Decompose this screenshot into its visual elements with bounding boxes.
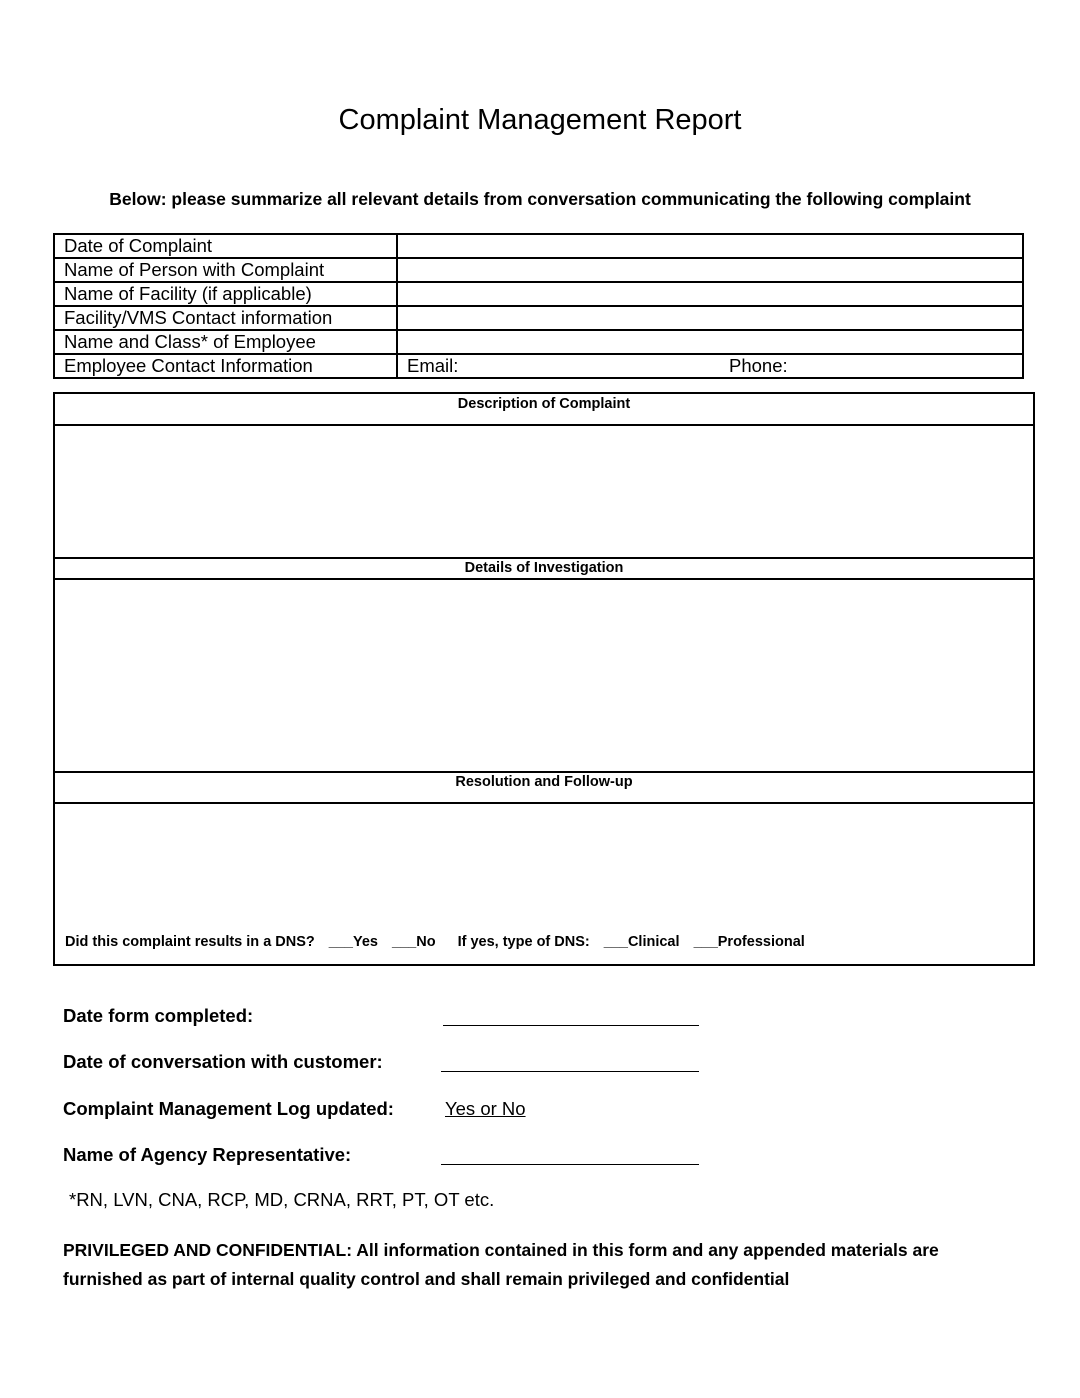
employee-class-footnote: *RN, LVN, CNA, RCP, MD, CRNA, RRT, PT, OT etc. — [69, 1189, 495, 1210]
employee-contact-field[interactable] — [397, 354, 1023, 378]
dns-question: Did this complaint results in a DNS? — [65, 934, 315, 950]
description-field[interactable] — [55, 426, 1033, 556]
phone-label: Phone: — [729, 355, 788, 376]
complaint-sections-box — [53, 392, 1035, 966]
divider — [55, 557, 1033, 559]
facility-name-label: Name of Facility (if applicable) — [54, 282, 397, 306]
employee-name-class-field[interactable] — [397, 330, 1023, 354]
dns-type-question: If yes, type of DNS: — [457, 934, 590, 950]
resolution-field[interactable] — [55, 804, 1033, 929]
table-row — [54, 330, 1023, 354]
table-row — [54, 354, 1023, 378]
complaint-info-table — [53, 233, 1024, 379]
date-completed-line[interactable] — [443, 1025, 699, 1026]
facility-contact-field[interactable] — [397, 306, 1023, 330]
employee-name-class-label: Name and Class* of Employee — [54, 330, 397, 354]
table-row — [54, 258, 1023, 282]
dns-clinical-option[interactable]: ___Clinical — [603, 934, 680, 950]
dns-no-option[interactable]: ___No — [392, 934, 436, 950]
date-conversation-label: Date of conversation with customer: — [63, 1051, 383, 1072]
agency-rep-label: Name of Agency Representative: — [63, 1144, 352, 1165]
dns-yes-option[interactable]: ___Yes — [328, 934, 378, 950]
agency-rep-line[interactable] — [441, 1164, 699, 1165]
date-completed-label: Date form completed: — [63, 1005, 254, 1026]
resolution-heading: Resolution and Follow-up — [455, 774, 633, 790]
email-label: Email: — [407, 355, 459, 376]
log-updated-value[interactable]: Yes or No — [445, 1098, 526, 1119]
facility-name-field[interactable] — [397, 282, 1023, 306]
log-updated-label: Complaint Management Log updated: — [63, 1098, 394, 1119]
date-of-complaint-field[interactable] — [397, 234, 1023, 258]
dns-professional-option[interactable]: ___Professional — [693, 934, 805, 950]
confidentiality-notice: PRIVILEGED AND CONFIDENTIAL: All information contained in this form and any appended materials are furnished as part of internal quality control and shall remain privileged and confidential — [63, 1240, 939, 1289]
person-with-complaint-label: Name of Person with Complaint — [54, 258, 397, 282]
instructions: Below: please summarize all relevant details from conversation communicating the following complaint — [109, 189, 971, 209]
date-conversation-line[interactable] — [441, 1071, 699, 1072]
table-row — [54, 306, 1023, 330]
date-of-complaint-label: Date of Complaint — [54, 234, 397, 258]
investigation-field[interactable] — [55, 580, 1033, 770]
dns-question-row — [65, 934, 805, 950]
page-title: Complaint Management Report — [338, 104, 742, 136]
investigation-heading: Details of Investigation — [464, 560, 624, 576]
divider — [55, 771, 1033, 773]
facility-contact-label: Facility/VMS Contact information — [54, 306, 397, 330]
table-row — [54, 234, 1023, 258]
description-heading: Description of Complaint — [457, 396, 631, 412]
person-with-complaint-field[interactable] — [397, 258, 1023, 282]
table-row — [54, 282, 1023, 306]
employee-contact-label: Employee Contact Information — [54, 354, 397, 378]
